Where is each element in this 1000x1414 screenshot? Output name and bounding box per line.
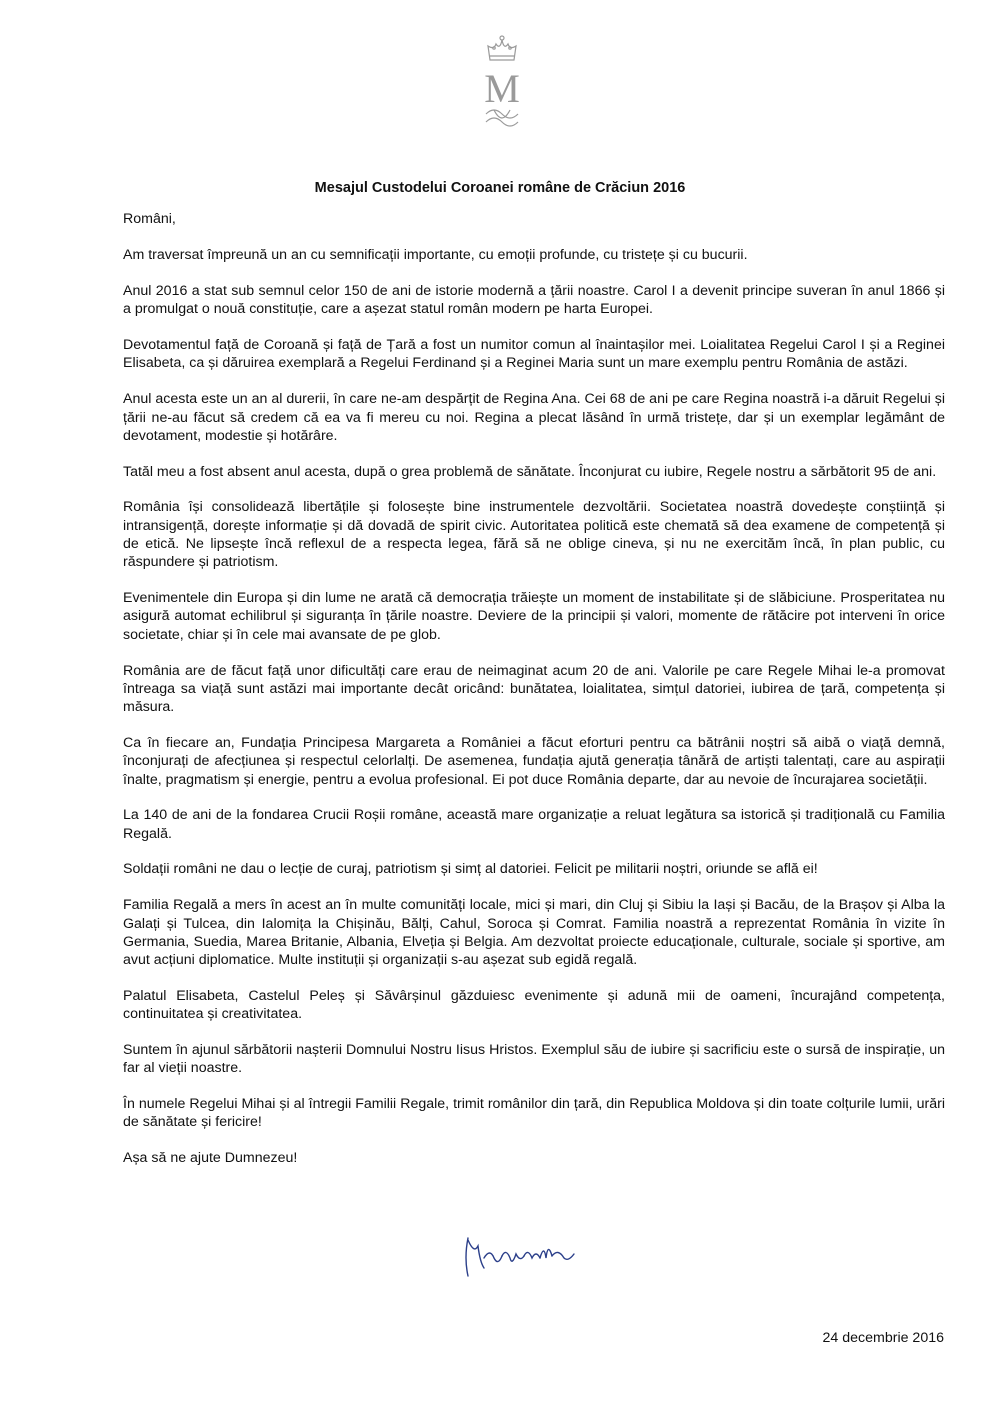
paragraph: Tatăl meu a fost absent anul acesta, după o grea problemă de sănătate. Înconjurat cu iubire, Regele nostru a sărbătorit 95 de ani. bbox=[123, 463, 937, 480]
closing-line: Așa să ne ajute Dumnezeu! bbox=[123, 1150, 298, 1167]
paragraph: Anul acesta este un an al durerii, în care ne-am despărțit de Regina Ana. Cei 68 de ani pe care Regina noastră i-a dăruit Regelui și țării ne-au făcut să credem că ea va fi mereu cu noi. Regina a plecat lăsând în urmă tristețe, dar și un exemplar legământ de devotament, modestie și hotărâre. bbox=[123, 391, 945, 444]
monogram-letter: M bbox=[484, 66, 520, 111]
letter-body bbox=[123, 210, 945, 1185]
paragraph: Anul 2016 a stat sub semnul celor 150 de ani de istorie modernă a țării noastre. Carol I a devenit principe suveran în anul 1866 și a promulgat o nouă constituție, care a așezat statul român modern pe harta Europei. bbox=[123, 283, 945, 318]
paragraph: La 140 de ani de la fondarea Crucii Roșii române, această mare organizație a reluat legătura sa istorică și tradițională cu Familia Regală. bbox=[123, 807, 945, 842]
paragraph: Familia Regală a mers în acest an în multe comunități locale, mici și mari, din Cluj și Sibiu la Iași și Bacău, de la Brașov și Alba la Galați și Tulcea, din Ialomița la Chișinău, Bălți, Cahul, Soroca și Comrat. Familia noastră a reprezentat România în vizite în Germania, Suedia, Marea Britanie, Albania, Elveția și Belgia. Am dezvoltat proiecte educaționale, culturale, sociale și sportive, am avut acțiuni diplomatice. Multe instituții și organizații s-au așezat sub egidă regală. bbox=[123, 897, 945, 969]
paragraph: Palatul Elisabeta, Castelul Peleș și Săvârșinul găzduiesc evenimente și adună mii de oameni, încurajând competența, continuitatea și creativitatea. bbox=[123, 987, 945, 1023]
paragraph: Devotamentul față de Coroană și față de Țară a fost un numitor comun al înaintașilor mei. Loialitatea Regelui Carol I și a Reginei Elisabeta, ca și dăruirea exemplară a Regelui Ferdinand și a Reginei Maria sunt un mare exemplu pentru România de astăzi. bbox=[123, 337, 945, 372]
paragraph: Suntem în ajunul sărbătorii nașterii Domnului Nostru Iisus Hristos. Exemplul său de iubire și sacrificiu este o sursă de inspirație, un far al vieții noastre. bbox=[123, 1042, 945, 1077]
letter-salutation: Români, bbox=[123, 211, 176, 227]
paragraph: În numele Regelui Mihai și al întregii Familii Regale, trimit românilor din țară, din Republica Moldova și din toate colțurile lumii, urări de sănătate și fericire! bbox=[123, 1096, 945, 1131]
signature-svg bbox=[460, 1228, 580, 1283]
letter-title: Mesajul Custodelui Coroanei române de Crăciun 2016 bbox=[314, 180, 686, 196]
paragraph: România are de făcut față unor dificultăți care erau de neimaginat acum 20 de ani. Valorile pe care Regele Mihai le-a promovat întreaga sa viață sunt astăzi mai importante decât oricând: bunătatea, loialitatea, simțul datoriei, iubirea de țară, competența și măsura. bbox=[123, 662, 945, 716]
paragraph: Ca în fiecare an, Fundația Principesa Margareta a României a făcut eforturi pentru ca bătrânii noștri să aibă o viață demnă, înconjurați de afecțiunea și respectul celorlalți. De asemenea, fundația ajută generația tânără de artiști talentați, care au aspirații înalte, pragmatism și energie, pentru a evolua profesional. Ei pot duce România departe, dar au nevoie de încurajarea societății. bbox=[123, 734, 945, 788]
paragraph: Soldații români ne dau o lecție de curaj, patriotism și simț al datoriei. Felicit pe militarii noștri, oriunde se află ei! bbox=[123, 861, 818, 878]
paragraph: Evenimentele din Europa și din lume ne arată că democrația trăiește un moment de instabilitate și de slăbiciune. Prosperitatea nu asigură automat echilibrul și siguranța în țările noastre. Deviere de la principii și valori, momente de rătăcire pot interveni în orice societate, chiar și în cele mai avansate de pe glob. bbox=[123, 590, 945, 643]
handwritten-signature bbox=[460, 1228, 580, 1283]
royal-crown-monogram-icon bbox=[474, 34, 530, 134]
paragraph: România își consolidează libertățile și folosește bine instrumentele dezvoltării. Societatea noastră dovedește conștiință și intransigență, dorește informație și dă dovadă de spirit civic. Autoritatea politică este chemată să dea examene de competență și de etică. Ne lipsește încă reflexul de a respecta legea, fără să ne oblige cineva, și nu ne exercităm încă, în plan public, cu răspundere și patriotism. bbox=[123, 499, 945, 571]
monogram-svg bbox=[474, 34, 530, 134]
letter-date: 24 decembrie 2016 bbox=[822, 1330, 944, 1346]
paragraph: Am traversat împreună un an cu semnificații importante, cu emoții profunde, cu tristețe și cu bucurii. bbox=[123, 247, 748, 264]
